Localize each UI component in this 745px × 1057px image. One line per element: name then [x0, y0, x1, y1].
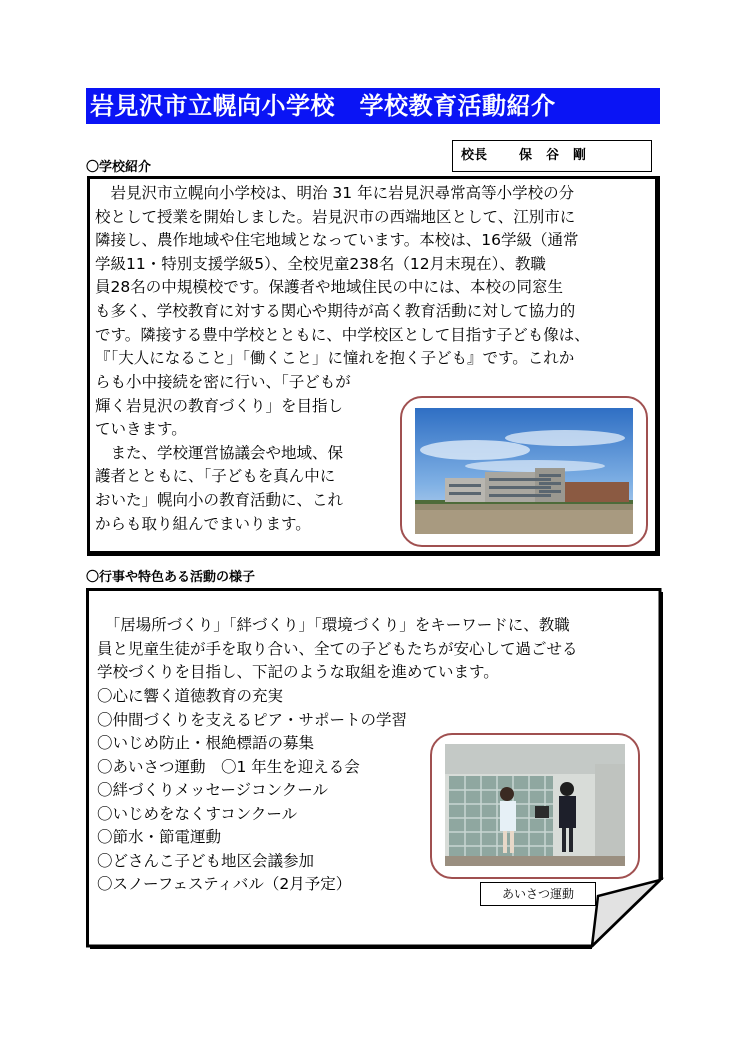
list-item: 〇いじめをなくすコンクール: [97, 804, 298, 823]
list-item: 〇絆づくりメッセージコンクール: [97, 781, 328, 799]
page-title: 岩見沢市立幌向小学校 学校教育活動紹介: [86, 88, 660, 124]
principal-name: 保谷剛: [519, 148, 601, 163]
list-item: 〇いじめ防止・根絶標語の募集: [97, 734, 315, 752]
section-heading-activities: 〇行事や特色ある活動の様子: [86, 570, 256, 585]
list-item: 〇心に響く道徳教育の充実: [97, 687, 284, 705]
list-item: 〇仲間づくりを支えるピア・サポートの学習: [97, 710, 408, 729]
greeting-activity-photo: [445, 744, 625, 866]
activities-list: [97, 685, 407, 897]
principal-box: [452, 140, 652, 172]
school-intro-text: 岩見沢市立幌向小学校は、明治 31 年に岩見沢尋常高等小学校の分 校として授業を開始しました。岩見沢市の西端地区として、江別市に 隣接し、農作地域や住宅地域となっています。本校は、16学級（通常 学級11・特別支援学級5）、全校児童238名（12月末現在）、教職 員28名の中規模校です。保護者や地域住民の中には、本校の同窓生 も多く、学校教育に対する関心や期待が高く教育活動に対して協力的 です。隣接する豊中学校とともに、中学校区として目指す子ども像は、 『「大人になること」「働くこと」に憧れを抱く子ども』です。これか: [95, 184, 590, 368]
section-heading-school-intro: 〇学校紹介: [86, 160, 152, 175]
school-building-illustration: [415, 408, 633, 534]
school-intro-text-continued: らも小中接続を密に行い、「子どもが 輝く岩見沢の教育づくり」を目指し ていきます。 また、学校運営協議会や地域、保 護者とともに、「子どもを真ん中に おいた」幌向小の教育活動に、これ からも取り組んでまいります。: [95, 373, 351, 533]
principal-role: 校長: [461, 148, 488, 163]
activities-intro-text: 「居場所づくり」「絆づくり」「環境づくり」をキーワードに、教職 員と児童生徒が手を取り合い、全ての子どもたちが安心して過ごせる 学校づくりを目指し、下記のような取組を進めています。: [97, 616, 578, 682]
list-item: 〇どさんこ子ども地区会議参加: [97, 851, 315, 870]
school-building-photo: [415, 408, 633, 534]
list-item: 〇スノーフェスティバル（2月予定）: [97, 875, 352, 893]
list-item: 〇あいさつ運動 〇1 年生を迎える会: [97, 757, 360, 776]
list-item: 〇節水・節電運動: [97, 828, 222, 846]
photo-caption: あいさつ運動: [480, 882, 596, 906]
greeting-activity-illustration: [445, 744, 625, 866]
